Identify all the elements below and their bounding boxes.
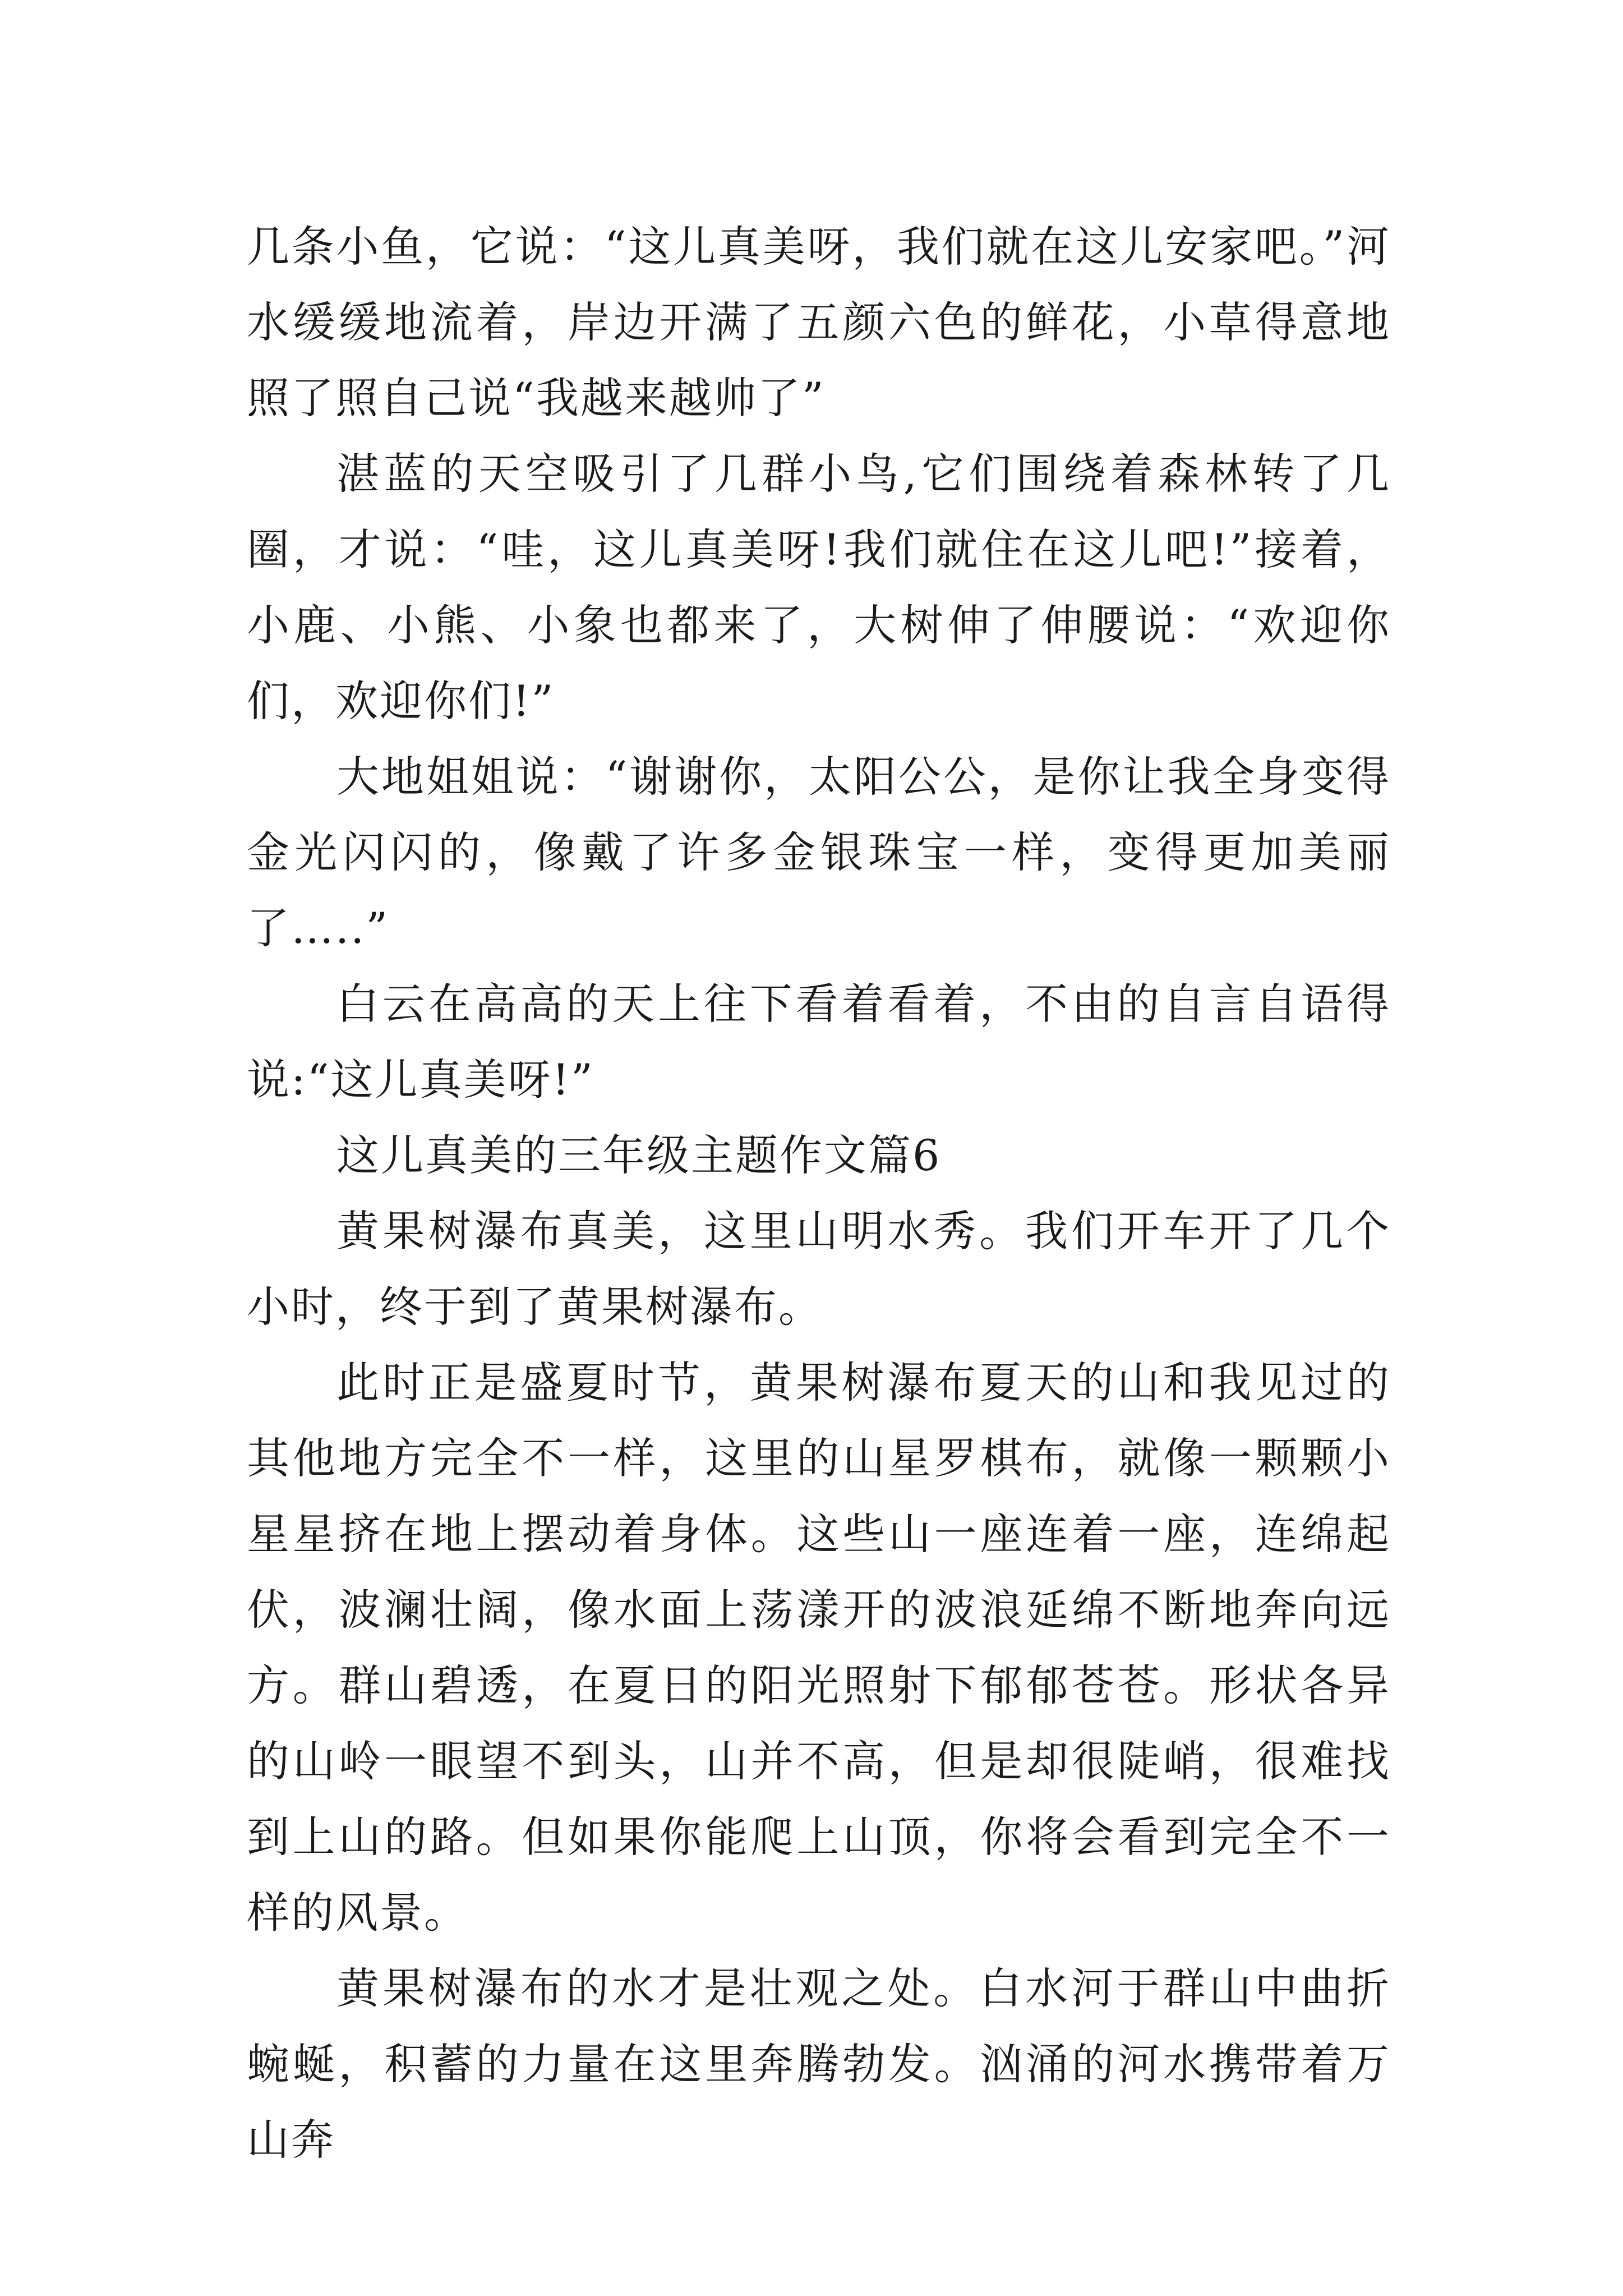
section-title: 这儿真美的三年级主题作文篇6	[336, 1130, 942, 1180]
paragraph-3: 大地姐姐说：“谢谢你，太阳公公，是你让我全身变得金光闪闪的，像戴了许多金银珠宝一样，变得更加美丽了…..”	[247, 752, 1391, 953]
paragraph-6: 此时正是盛夏时节，黄果树瀑布夏天的山和我见过的其他地方完全不一样，这里的山星罗棋布，就像一颗颗小星星挤在地上摆动着身体。这些山一座连着一座，连绵起伏，波澜壮阔，像水面上荡漾开的波浪延绵不断地奔向远方。群山碧透，在夏日的阳光照射下郁郁苍苍。形状各异的山岭一眼望不到头，山并不高，但是却很陡峭，很难找到上山的路。但如果你能爬上山顶，你将会看到完全不一样的风景。	[247, 1358, 1391, 1938]
paragraph-5: 黄果树瀑布真美，这里山明水秀。我们开车开了几个小时，终于到了黄果树瀑布。	[247, 1206, 1391, 1332]
document-body	[247, 209, 1391, 2178]
paragraph-1: 几条小鱼，它说：“这儿真美呀，我们就在这儿安家吧。”河水缓缓地流着，岸边开满了五颜六色的鲜花，小草得意地照了照自己说“我越来越帅了”	[247, 222, 1391, 423]
paragraph-4: 白云在高高的天上往下看着看着，不由的自言自语得说:“这儿真美呀!”	[247, 979, 1391, 1105]
paragraph-7: 黄果树瀑布的水才是壮观之处。白水河于群山中曲折蜿蜒，积蓄的力量在这里奔腾勃发。汹涌的河水携带着万山奔	[247, 1963, 1391, 2165]
paragraph-2: 湛蓝的天空吸引了几群小鸟,它们围绕着森林转了几圈，才说：“哇，这儿真美呀!我们就住在这儿吧!”接着，小鹿、小熊、小象也都来了，大树伸了伸腰说：“欢迎你们，欢迎你们!”	[247, 449, 1391, 726]
